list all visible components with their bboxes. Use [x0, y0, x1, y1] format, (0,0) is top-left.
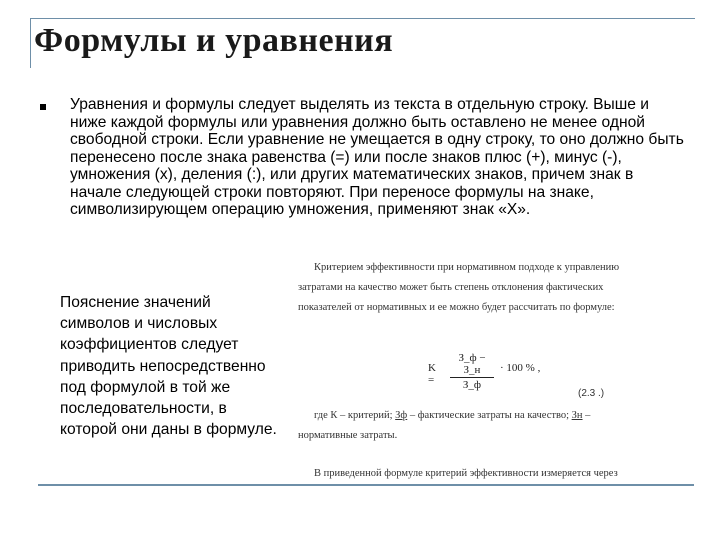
scan-where-line-2: нормативные затраты.	[298, 430, 398, 441]
bullet-square-icon	[40, 104, 46, 110]
where-zf: Зф	[395, 410, 408, 421]
scan-line-3: показателей от нормативных и ее можно будет рассчитать по формуле:	[298, 302, 615, 313]
main-paragraph: Уравнения и формулы следует выделять из текста в отдельную строку. Выше и ниже каждой формулы или уравнения должно быть оставлено не менее одной свободной строки. Если уравнение не умещается в одну строку, то оно должно быть перенесено после знака равенства (=) или после знаков плюс (+), минус (-), умножения (х), деления (:), или других математических знаков, причем знак в начале следующей строки повторяют. При переносе формулы на знаке, символизирующем операцию умножения, применяют знак «Х».	[70, 96, 684, 218]
formula-fraction	[450, 352, 494, 391]
formula-tail: · 100 % ,	[500, 362, 541, 374]
scan-line-2: затратами на качество может быть степень отклонения фактических	[298, 282, 604, 293]
scan-where-line-1	[314, 410, 590, 421]
where-zn: Зн	[571, 410, 583, 421]
where-zn-dash: –	[585, 410, 591, 421]
formula-numerator: З_ф − З_н	[450, 352, 494, 378]
scan-line-1: Критерием эффективности при нормативном подходе к управлению	[314, 262, 620, 273]
equation-number: (2.3 .)	[578, 388, 605, 399]
frame-bottom-rule	[38, 484, 694, 486]
frame-top-rule	[30, 18, 695, 19]
formula-k: K =	[428, 362, 436, 386]
where-zf-desc: – фактические затраты на качество;	[409, 410, 570, 421]
aside-paragraph: Пояснение значений символов и числовых коэффициентов следует приводить непосредственно под формулой в той же последовательности, в которой они даны в формуле.	[60, 294, 277, 439]
formula-denominator: З_ф	[462, 379, 482, 391]
scanned-excerpt	[290, 262, 690, 484]
frame-left-rule	[30, 18, 31, 68]
where-k: где К – критерий;	[314, 410, 393, 421]
slide-title: Формулы и уравнения	[34, 22, 394, 59]
scan-last-line: В приведенной формуле критерий эффективности измеряется через	[314, 468, 618, 479]
